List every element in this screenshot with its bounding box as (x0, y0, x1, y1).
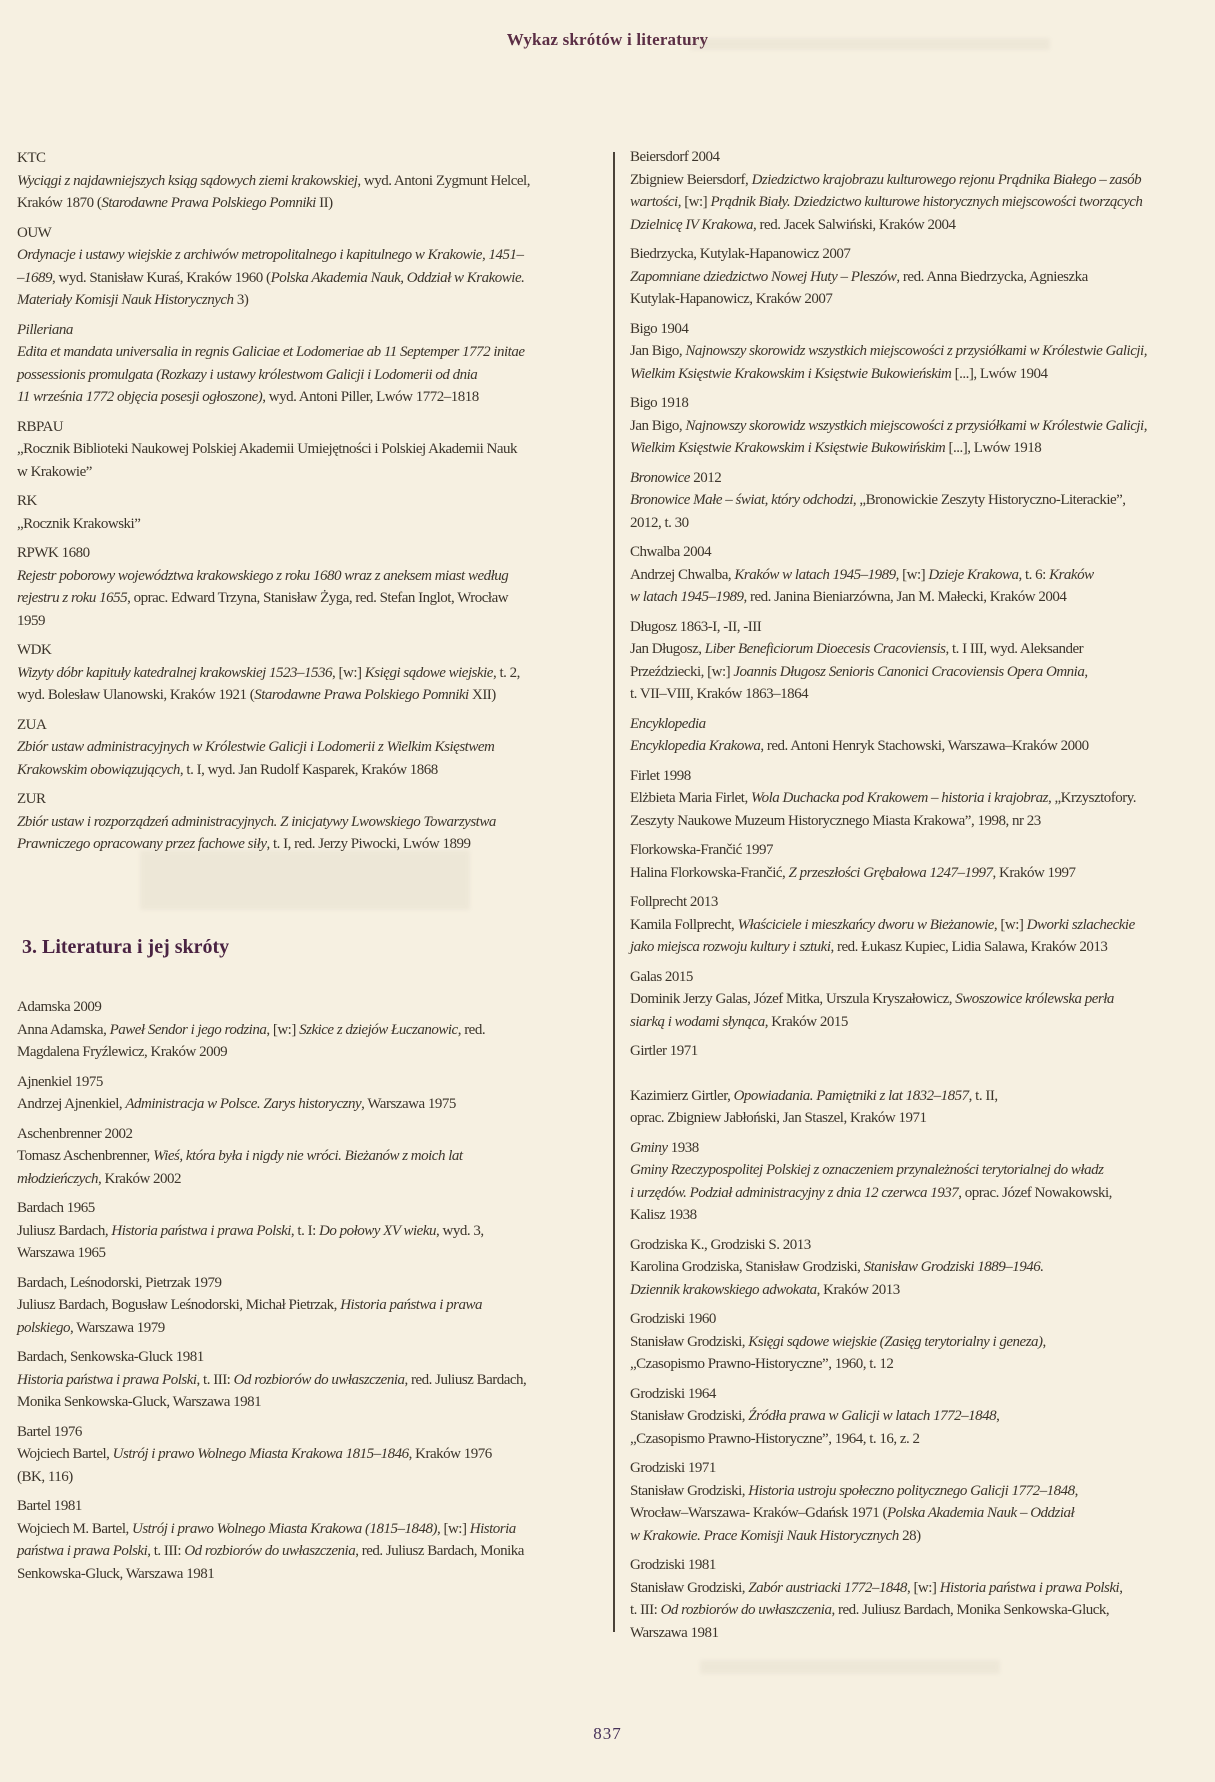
entry-line: Andrzej Chwalba, Kraków w latach 1945–1989, [w:] Dzieje Krakowa, t. 6: Kraków (630, 566, 1094, 583)
bibliography-entry (630, 1383, 1186, 1451)
entry-label: Florkowska-Frančić 1997 (630, 842, 774, 858)
bibliography-entry (17, 996, 595, 1064)
entry-line: rejestru z roku 1655, oprac. Edward Trzyna, Stanisław Żyga, red. Stefan Inglot, Wrocław (17, 590, 509, 606)
entry-line: t. VII–VIII, Kraków 1863–1864 (630, 686, 809, 702)
entry-line: Zbiór ustaw administracyjnych w Królestwie Galicji i Lodomerii z Wielkim Księstwem (17, 739, 495, 755)
section-heading: 3. Literatura i jej skróty (22, 935, 230, 958)
entry-line: Krakowskim obowiązujących, t. I, wyd. Jan Rudolf Kasparek, Kraków 1868 (17, 761, 438, 778)
entry-line: Zeszyty Naukowe Muzeum Historycznego Miasta Krakowa”, 1998, nr 23 (630, 812, 1041, 829)
entry-line: polskiego, Warszawa 1979 (17, 1319, 165, 1336)
entry-line: Gminy Rzeczypospolitej Polskiej z oznaczeniem przynależności terytorialnej do władz (630, 1162, 1104, 1178)
entry-line: Zbiór ustaw i rozporządzeń administracyjnych. Z inicjatywy Lwowskiego Towarzystwa (17, 813, 496, 830)
entry-line: Encyklopedia Krakowa, red. Antoni Henryk Stachowski, Warszawa–Kraków 2000 (630, 738, 1089, 754)
entry-label: Bigo 1918 (630, 395, 689, 411)
entry-line: t. III: Od rozbiorów do uwłaszczenia, red. Juliusz Bardach, Monika Senkowska-Gluck, (630, 1602, 1110, 1618)
entry-label: Bronowice 2012 (630, 469, 722, 486)
entry-line: Magdalena Fryźlewicz, Kraków 2009 (17, 1044, 228, 1060)
entry-line: Dziennik krakowskiego adwokata, Kraków 2013 (630, 1281, 900, 1298)
entry-label: Długosz 1863-I, -II, -III (630, 618, 762, 635)
entry-line: –1689, wyd. Stanisław Kuraś, Kraków 1960 (Polska Akademia Nauk, Oddział w Krakowie. (17, 269, 525, 286)
entry-line: siarką i wodami słynąca, Kraków 2015 (630, 1013, 848, 1030)
bibliography-entry (17, 639, 595, 707)
entry-line: Senkowska-Gluck, Warszawa 1981 (17, 1565, 215, 1582)
print-bleed-artifact (700, 1660, 1000, 1674)
entry-line: Wizyty dóbr kapituły katedralnej krakowskiej 1523–1536, [w:] Księgi sądowe wiejskie, t. 2, (17, 664, 520, 681)
entry-line: Kamila Follprecht, Właściciele i mieszkańcy dworu w Bieżanowie, [w:] Dworki szlacheckie (630, 916, 1135, 933)
bibliography-entry (630, 467, 1186, 535)
entry-label: Galas 2015 (630, 968, 693, 985)
entry-line: Wielkim Księstwie Krakowskim i Księstwie Bukowieńskim [...], Lwów 1904 (630, 365, 1048, 382)
entry-line: wartości, [w:] Prądnik Biały. Dziedzictwo kulturowe historycznych miejscowości tworzących (630, 194, 1143, 210)
bibliography-entry (17, 222, 595, 312)
entry-line: „Rocznik Krakowski” (17, 515, 141, 532)
entry-line: Halina Florkowska-Frančić, Z przeszłości Grębałowa 1247–1997, Kraków 1997 (630, 864, 1076, 881)
bibliography-entry (17, 1197, 595, 1265)
entry-line: Andrzej Ajnenkiel, Administracja w Polsce. Zarys historyczny, Warszawa 1975 (17, 1096, 456, 1112)
entry-line: młodzieńczych, Kraków 2002 (17, 1170, 182, 1187)
entry-line: wyd. Bolesław Ulanowski, Kraków 1921 (Starodawne Prawa Polskiego Pomniki XII) (17, 687, 496, 703)
bibliography-entry (17, 147, 595, 215)
entry-line: Karolina Grodziska, Stanisław Grodziski, Stanisław Grodziski 1889–1946. (630, 1259, 1044, 1275)
entry-line: (BK, 116) (17, 1468, 73, 1485)
bibliography-entry (630, 1137, 1186, 1227)
entry-line: 2012, t. 30 (630, 514, 689, 531)
entry-line: „Czasopismo Prawno-Historyczne”, 1964, t. 16, z. 2 (630, 1430, 920, 1447)
entry-line: Zapomniane dziedzictwo Nowej Huty – Pleszów, red. Anna Biedrzycka, Agnieszka (630, 268, 1088, 285)
bibliography-entry (17, 1071, 595, 1116)
entry-line: oprac. Zbigniew Jabłoński, Jan Staszel, Kraków 1971 (630, 1110, 927, 1126)
entry-label: RBPAU (17, 418, 64, 435)
entry-line: i urzędów. Podział administracyjny z dnia 12 czerwca 1937, oprac. Józef Nowakowski, (630, 1184, 1112, 1201)
bibliography-entry (630, 713, 1186, 758)
bibliography-entry (17, 788, 595, 856)
entry-label: ZUA (17, 716, 47, 733)
entry-line: Wyciągi z najdawniejszych ksiąg sądowych ziemi krakowskiej, wyd. Antoni Zygmunt Helcel, (17, 172, 530, 189)
entry-line: Dominik Jerzy Galas, Józef Mitka, Urszula Kryszałowicz, Swoszowice królewska perła (630, 991, 1114, 1007)
bibliography-entry (17, 714, 595, 782)
entry-label: KTC (17, 150, 46, 166)
entry-line: Jan Bigo, Najnowszy skorowidz wszystkich miejscowości z przysiółkami w Królestwie Galicji, (630, 343, 1147, 359)
entry-label: RK (17, 493, 37, 509)
entry-label: Adamska 2009 (17, 999, 102, 1015)
bibliography-entry (630, 1040, 1186, 1130)
bibliography-entry (17, 1346, 595, 1414)
bibliography-entry (630, 243, 1186, 311)
entry-line: Bronowice Małe – świat, który odchodzi, „Bronowickie Zeszyty Historyczno-Literackie”, (630, 492, 1126, 508)
entry-line: Juliusz Bardach, Historia państwa i prawa Polski, t. I: Do połowy XV wieku, wyd. 3, (17, 1222, 484, 1239)
entry-line: Kraków 1870 (Starodawne Prawa Polskiego Pomniki II) (17, 195, 333, 211)
page-number: 837 (593, 1724, 622, 1743)
right-column (630, 146, 1186, 1651)
entry-label: Follprecht 2013 (630, 894, 718, 910)
literature-entries (17, 996, 595, 1585)
entry-line: Jan Długosz, Liber Beneficiorum Dioecesis Cracoviensis, t. I III, wyd. Aleksander (630, 641, 1084, 657)
bibliography-entry (630, 318, 1186, 386)
entry-label: Aschenbrenner 2002 (17, 1125, 133, 1142)
entry-line: Ordynacje i ustawy wiejskie z archiwów metropolitalnego i kapitulnego w Krakowie, 1451– (17, 247, 524, 263)
bibliography-entry (630, 146, 1186, 236)
bibliography-entry (630, 891, 1186, 959)
literature-entries-continued (630, 146, 1186, 1644)
entry-line: Kalisz 1938 (630, 1207, 697, 1223)
entry-line: Tomasz Aschenbrenner, Wieś, która była i nigdy nie wróci. Bieżanów z moich lat (17, 1148, 463, 1164)
entry-line: w latach 1945–1989, red. Janina Bieniarzówna, Jan M. Małecki, Kraków 2004 (630, 589, 1067, 605)
bibliography-entry (17, 319, 595, 409)
entry-label: Gminy 1938 (630, 1139, 699, 1156)
entry-label: Chwalba 2004 (630, 544, 712, 560)
bibliography-entry (630, 1554, 1186, 1644)
entry-line: Jan Bigo, Najnowszy skorowidz wszystkich miejscowości z przysiółkami w Królestwie Galicji, (630, 417, 1147, 434)
entry-label: Grodziska K., Grodziski S. 2013 (630, 1236, 811, 1253)
entry-label: Beiersdorf 2004 (630, 149, 720, 165)
bibliography-entry (630, 839, 1186, 884)
bibliography-entry (17, 1272, 595, 1340)
entry-line: Wrocław–Warszawa- Kraków–Gdańsk 1971 (Polska Akademia Nauk – Oddział (630, 1505, 1075, 1521)
entry-line: „Rocznik Biblioteki Naukowej Polskiej Akademii Umiejętności i Polskiej Akademii Nauk (17, 441, 518, 457)
entry-line: Wojciech M. Bartel, Ustrój i prawo Wolnego Miasta Krakowa (1815–1848), [w:] Historia (17, 1520, 516, 1537)
entry-label: Bardach 1965 (17, 1200, 95, 1216)
entry-line: 1959 (17, 612, 45, 629)
entry-label: Bardach, Leśnodorski, Pietrzak 1979 (17, 1274, 222, 1291)
entry-line: Stanisław Grodziski, Historia ustroju społeczno politycznego Galicji 1772–1848, (630, 1482, 1078, 1499)
entry-line: jako miejsca rozwoju kultury i sztuki, red. Łukasz Kupiec, Lidia Salawa, Kraków 2013 (630, 939, 1108, 955)
bibliography-entry (17, 1421, 595, 1489)
entry-line: Anna Adamska, Paweł Sendor i jego rodzina, [w:] Szkice z dziejów Łuczanowic, red. (17, 1021, 486, 1038)
entry-line: Kazimierz Girtler, Opowiadania. Pamiętniki z lat 1832–1857, t. II, (630, 1087, 998, 1104)
entry-line: Wielkim Księstwie Krakowskim i Księstwie Bukowińskim [...], Lwów 1918 (630, 440, 1042, 456)
entry-label: Bartel 1981 (17, 1498, 82, 1514)
bibliography-entry (630, 616, 1186, 706)
entry-line: Wojciech Bartel, Ustrój i prawo Wolnego Miasta Krakowa 1815–1846, Kraków 1976 (17, 1446, 492, 1462)
entry-label: Pilleriana (17, 321, 73, 338)
bibliography-entry (17, 416, 595, 484)
entry-label: Grodziski 1981 (630, 1557, 716, 1573)
entry-line: Stanisław Grodziski, Księgi sądowe wiejskie (Zasięg terytorialny i geneza), (630, 1333, 1046, 1350)
bibliography-entry (630, 1457, 1186, 1547)
entry-label: Grodziski 1971 (630, 1460, 716, 1476)
bibliography-entry (630, 765, 1186, 833)
bibliography-entry (630, 1308, 1186, 1376)
entry-label: Ajnenkiel 1975 (17, 1073, 103, 1090)
entry-label: Encyklopedia (630, 715, 706, 732)
entry-line: „Czasopismo Prawno-Historyczne”, 1960, t. 12 (630, 1356, 894, 1372)
entry-line: 11 września 1772 objęcia posesji ogłoszone), wyd. Antoni Piller, Lwów 1772–1818 (17, 389, 479, 405)
running-header: Wykaz skrótów i literatury (506, 30, 709, 49)
entry-label: Girtler 1971 (630, 1043, 698, 1059)
entry-line: possessionis promulgata (Rozkazy i ustawy królestwom Galicji i Lodomerii od dnia (17, 366, 478, 383)
bibliography-entry (630, 1234, 1186, 1302)
left-column (17, 147, 595, 1592)
entry-label: OUW (17, 224, 52, 241)
entry-line: Historia państwa i prawa Polski, t. III: Od rozbiorów do uwłaszczenia, red. Juliusz Bardach, (17, 1371, 527, 1388)
entry-label: RPWK 1680 (17, 545, 90, 561)
bibliography-entry (17, 1123, 595, 1191)
bibliography-entry (17, 542, 595, 632)
bibliography-entry (17, 490, 595, 535)
entry-line: Dzielnicę IV Krakowa, red. Jacek Salwiński, Kraków 2004 (630, 216, 956, 233)
entry-line: Warszawa 1981 (630, 1624, 719, 1641)
entry-label: Firlet 1998 (630, 767, 691, 784)
entry-line: Materiały Komisji Nauk Historycznych 3) (17, 292, 249, 308)
entry-line: państwa i prawa Polski, t. III: Od rozbiorów do uwłaszczenia, red. Juliusz Bardach, Monika (17, 1543, 524, 1559)
bibliography-entry (630, 541, 1186, 609)
entry-label: ZUR (17, 791, 46, 807)
entry-label: Bardach, Senkowska-Gluck 1981 (17, 1349, 204, 1365)
abbreviation-entries (17, 147, 595, 856)
entry-label: Grodziski 1960 (630, 1311, 716, 1327)
bibliography-entry (17, 1495, 595, 1585)
entry-line: Stanisław Grodziski, Zabór austriacki 1772–1848, [w:] Historia państwa i prawa Polski, (630, 1579, 1123, 1596)
entry-line: Rejestr poborowy województwa krakowskiego z roku 1680 wraz z aneksem miast według (17, 567, 509, 584)
entry-label: Grodziski 1964 (630, 1385, 716, 1402)
entry-line: Elżbieta Maria Firlet, Wola Duchacka pod Krakowem – historia i krajobraz, „Krzysztofory. (630, 790, 1137, 806)
entry-label: Bartel 1976 (17, 1423, 82, 1440)
entry-line: w Krakowie” (17, 463, 92, 480)
column-divider-line (613, 152, 615, 1632)
entry-line: Warszawa 1965 (17, 1245, 106, 1261)
entry-line: Kutylak-Hapanowicz, Kraków 2007 (630, 291, 833, 307)
entry-label: Bigo 1904 (630, 320, 689, 337)
bibliography-entry (630, 966, 1186, 1034)
entry-line: Juliusz Bardach, Bogusław Leśnodorski, Michał Pietrzak, Historia państwa i prawa (17, 1297, 482, 1313)
entry-line: w Krakowie. Prace Komisji Nauk Historycznych 28) (630, 1527, 921, 1544)
entry-line: Prawniczego opracowany przez fachowe siły, t. I, red. Jerzy Piwocki, Lwów 1899 (17, 836, 471, 852)
entry-label: Biedrzycka, Kutylak-Hapanowicz 2007 (630, 246, 851, 262)
print-bleed-artifact (690, 38, 1050, 50)
entry-label: WDK (17, 642, 52, 658)
bibliography-entry (630, 392, 1186, 460)
entry-line: Przeździecki, [w:] Joannis Długosz Senioris Canonici Cracoviensis Opera Omnia, (630, 663, 1088, 680)
entry-line: Edita et mandata universalia in regnis Galiciae et Lodomeriae ab 11 Septemper 1772 initae (17, 344, 525, 360)
entry-line: Zbigniew Beiersdorf, Dziedzictwo krajobrazu kulturowego rejonu Prądnika Białego – zasób (630, 171, 1142, 188)
entry-line: Monika Senkowska-Gluck, Warszawa 1981 (17, 1394, 262, 1410)
entry-line: Stanisław Grodziski, Źródła prawa w Galicji w latach 1772–1848, (630, 1408, 1000, 1424)
